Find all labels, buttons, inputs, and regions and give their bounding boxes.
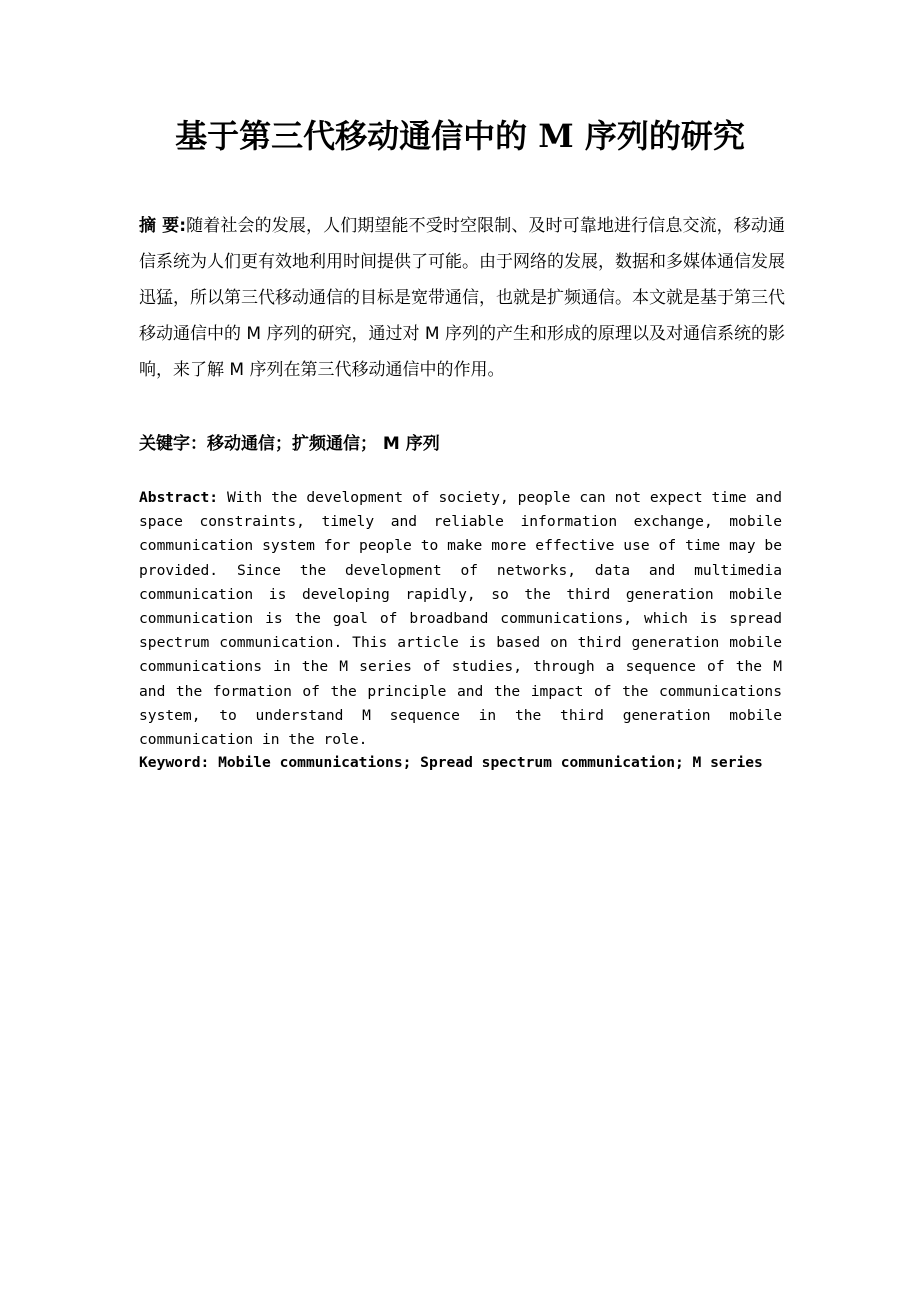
english-keywords (139, 751, 782, 775)
chinese-abstract-text: 随着社会的发展，人们期望能不受时空限制、及时可靠地进行信息交流，移动通信系统为人们更有效地利用时间提供了可能。由于网络的发展，数据和多媒体通信发展迅猛，所以第三代移动通信的目标是宽带通信，也就是扩频通信。本文就是基于第三代移动通信中的 M 序列的研究，通过对 M 序列的产生和形成的原理以及对通信系统的影响，来了解 M 序列在第三代移动通信中的作用。 (139, 216, 786, 380)
english-abstract-text: With the development of society, people can not expect time and space constraints, timely and reliable information exchange, mobile communication system for people to make more effective use of time may be provided. Since the development of networks, data and multimedia communication is developing rapidly, so the third generation mobile communication is the goal of broadband communications, which is spread spectrum communication. This article is based on third generation mobile communications in the M series of studies, through a sequence of the M and the formation of the principle and the impact of the communications system, to understand M sequence in the third generation mobile communication in the role. (139, 489, 782, 749)
chinese-keywords-label: 关键字： (139, 434, 207, 454)
chinese-abstract-label: 摘 要: (139, 216, 187, 236)
english-keywords-label: Keyword: (139, 754, 210, 771)
english-abstract-label: Abstract: (139, 489, 219, 506)
chinese-keywords (139, 426, 785, 462)
english-abstract (139, 486, 782, 752)
chinese-abstract (139, 208, 785, 388)
document-title: 基于第三代移动通信中的 M 序列的研究 (175, 117, 745, 155)
chinese-keywords-text: 移动通信；扩频通信； M 序列 (207, 434, 440, 454)
english-keywords-text: Mobile communications; Spread spectrum communication; M series (218, 754, 763, 771)
